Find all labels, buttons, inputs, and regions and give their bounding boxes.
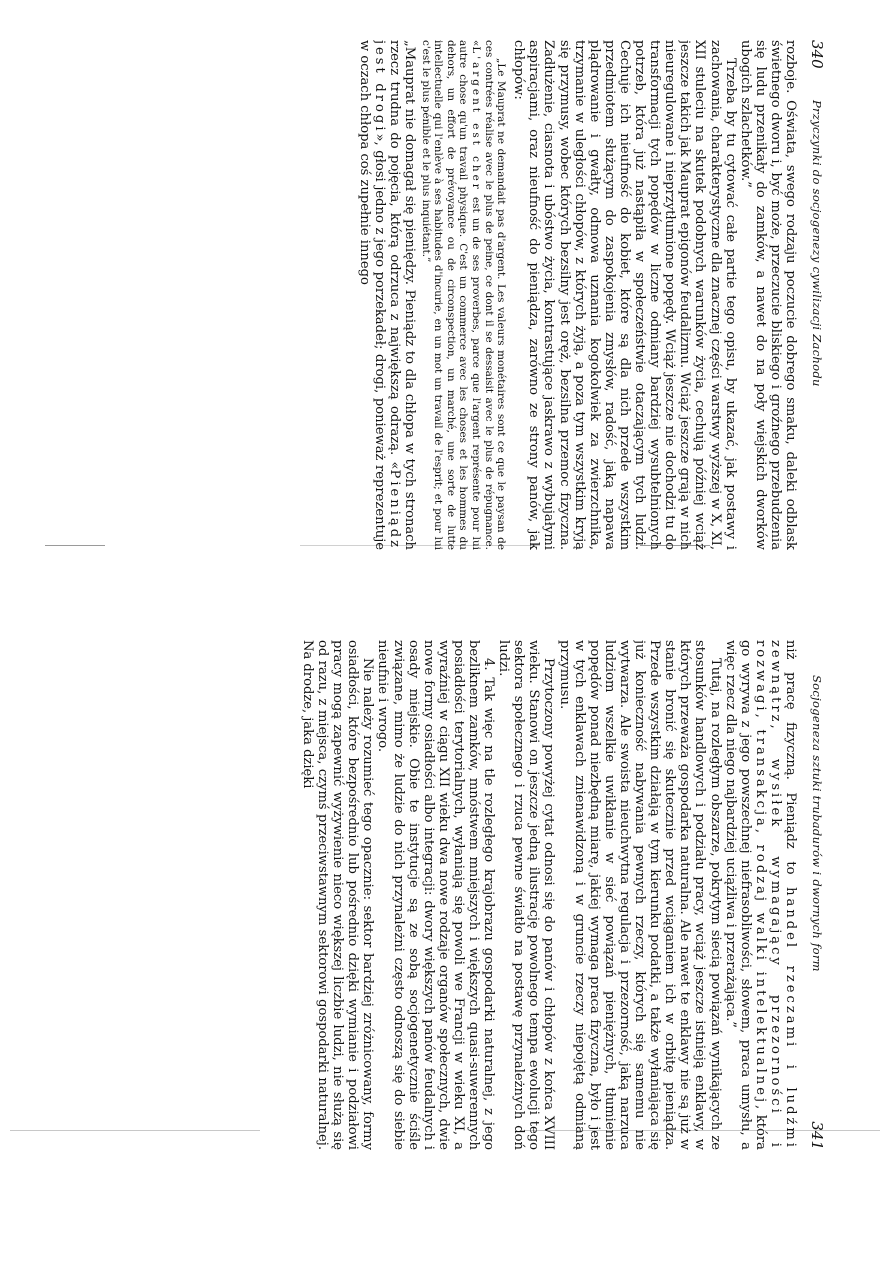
paragraph-text: „Mauprat nie domagał się pieniędzy. Pieniądz to dla chłopa w tych stronach rzecz trudna do pojęcia, którą odrzuca z największą odrazą. « bbox=[386, 40, 418, 550]
body-paragraph: Nie należy rozumieć tego opacznie: sektor bardziej zróżnicowany, formy osiadłości, które bezpośrednio lub pośrednio dzięki wymianie i podziałowi pracy mogą zapewnić wyżywienie nieco większej liczbie ludzi, nie służą się od razu, z miejsca, czymś przeciwstawnym sektorowi gospodarki naturalnej. Na drodze, jaka dzięki bbox=[300, 640, 376, 1150]
running-head bbox=[806, 640, 828, 1150]
paragraph-text: niż pracę fizyczną. Pieniądz to bbox=[783, 640, 798, 888]
body-paragraph: rozboje. Oświata, swego rodzaju poczucie dobrego smaku, daleki odblask świetnego dworu i, być może, przeczucie bliskiego i groźnego przebudzenia się ludu przenikały do zamków, a nawet do na poły wiejskich dworków ubogich szlachetków.” bbox=[737, 40, 798, 550]
page-number: 340 bbox=[808, 40, 826, 69]
page-number: 341 bbox=[808, 1121, 826, 1150]
book-page-340 bbox=[13, 40, 828, 550]
translation-paragraph bbox=[357, 40, 417, 550]
paragraph-text: », głosi jedno z jego porzekadeł; drogi, ponieważ reprezentuje w oczach chłopa coś zupełnie innego bbox=[356, 40, 387, 550]
paragraph-emphasis: Pieniądz jest drogi bbox=[371, 40, 402, 550]
quote-text: est un de ses proverbes, parce que l'argent représente pour lui autre chose qu'un travail physique. C'est un commerce avec les choses et les hommes du dehors, un effort de prévoyance ou de circonspection, un marché, une sorte de lutte intellectuelle qui l'enlève à ses habitudes d'incurie, en un mot un travail de l'esprit; et pour lui c'est le plus pénible et le plus inquiétant.” bbox=[419, 40, 483, 550]
quote-text: „Le Mauprat ne demandait pas d'argent. Les valeurs monétaires sont ce que le paysan de ces contrées réalise avec le plus de peine, ce dont il se dessaisit avec le plus de répugnance. « bbox=[470, 40, 508, 550]
running-title: Przyczynki do socjogenezy cywilizacji Zachodu bbox=[810, 100, 824, 387]
quote-emphasis: L'argent est cher bbox=[470, 46, 483, 192]
block-quote bbox=[419, 40, 507, 550]
continuation-paragraph bbox=[723, 640, 798, 1150]
running-head bbox=[806, 40, 828, 550]
paragraph-text: , która go wyrywa z jego powszechnej niefrasobliwości, słowem, praca umysłu, a więc rzecz dla niego najbardziej uciążliwa i przerażająca.” bbox=[722, 640, 768, 1150]
body-paragraph: 4. Tak więc na tle rozległego krajobrazu gospodarki naturalnej, z jego bezliknem zamków, mnóstwem mniejszych i większych quasi-suwerennych posiadłości terytorialnych, wyłaniają się powoli we Francji w wieku XI, a wyraźniej w ciągu XII wieku dwa nowe rodzaje organów społecznych, dwie nowe formy osiadłości albo integracji: dwory większych panów feudalnych i osady miejskie. Obie te instytucje są ze sobą socjogenetycznie ściśle związane, mimo że ludzie do nich przynależni często odnoszą się do siebie nieufnie i wrogo. bbox=[375, 640, 497, 1150]
body-paragraph: Tutaj, na rozległym obszarze, pokrytym siecią powiązań wynikających ze stosunków handlowych i podziału pracy, wciąż jeszcze istnieją enklawy, w których przeważa gospodarka naturalna. Ale nawet te enklawy nie są już w stanie bronić się skutecznie przed wciąganiem ich w orbitę pieniądza. Przede wszystkim działają w tym kierunku podatki, a także wyłaniająca się już konieczność nabywania pewnych rzeczy, których się samemu nie wytwarza. Ale swoista nieuchwytna regulacja i przezorność, jaką narzuca ludziom wszelkie uwikłanie w sieć powiązań pieniężnych, tłumienie popędów ponad niezbędną miarę, jakiej wymaga praca fizyczna, było i jest w tych enklawach znienawidzoną i w gruncie rzeczy niepojętą odmianą przymusu. bbox=[556, 640, 723, 1150]
text-column bbox=[13, 40, 798, 550]
book-page-341 bbox=[13, 640, 828, 1150]
quote-paragraph bbox=[419, 40, 507, 550]
body-paragraph: Przytoczony powyżej cytat odnosi się do panów i chłopów z końca XVIII wieku. Stanowi on jeszcze jedną ilustrację powolnego tempa ewolucji tego sektora społecznego i rzuca pewne światło na postawę przynależnych doń ludzi. bbox=[496, 640, 557, 1150]
running-title: Socjogeneza sztuki trubadurów i dwornych form bbox=[810, 675, 824, 972]
paragraph-emphasis: handel rzeczami i ludźmi zewnątrz, wysiłek wymagający przezorności i rozwagi, transakcja, rodzaj walki intelektualnej bbox=[752, 640, 798, 1150]
text-column bbox=[13, 640, 798, 1150]
body-paragraph: Trzeba by tu cytować całe partie tego opisu, by ukazać, jak postawy i zachowania, charakterystyczne dla znacznej części warstwy wyższej w X, XI, XII stuleciu na skutek podobnych warunków życia, cechują później wciąż jeszcze takich jak Mauprat epigonów feudalizmu. Wciąż jeszcze grają w nich nieuregulowane i nieprzytłumione popędy. Wciąż jeszcze nie dochodzi tu do transformacji tych popędów w liczne odmiany bardziej wysubtelnionych potrzeb, która już nastąpiła w społeczeństwie otaczającym tych ludzi. Cechuje ich nieufność do kobiet, które są dla nich przede wszystkim przedmiotem służącym do zaspokojenia zmysłów, radość, jaką napawa plądrowanie i gwałty, odmowa uznania kogokolwiek za zwierzchnika, trzymanie w uległości chłopów, z których żyją, a poza tym wszystkim kryją się przymusy, wobec których bezsilny jest oręż, bezsilna przemoc fizyczna. Zadłużenie, ciasnota i ubóstwo życia, kontrastujące jaskrawo z wybujałymi aspiracjami, oraz nieufność do pieniądza, zarówno ze strony panów, jak chłopów: bbox=[511, 40, 738, 550]
